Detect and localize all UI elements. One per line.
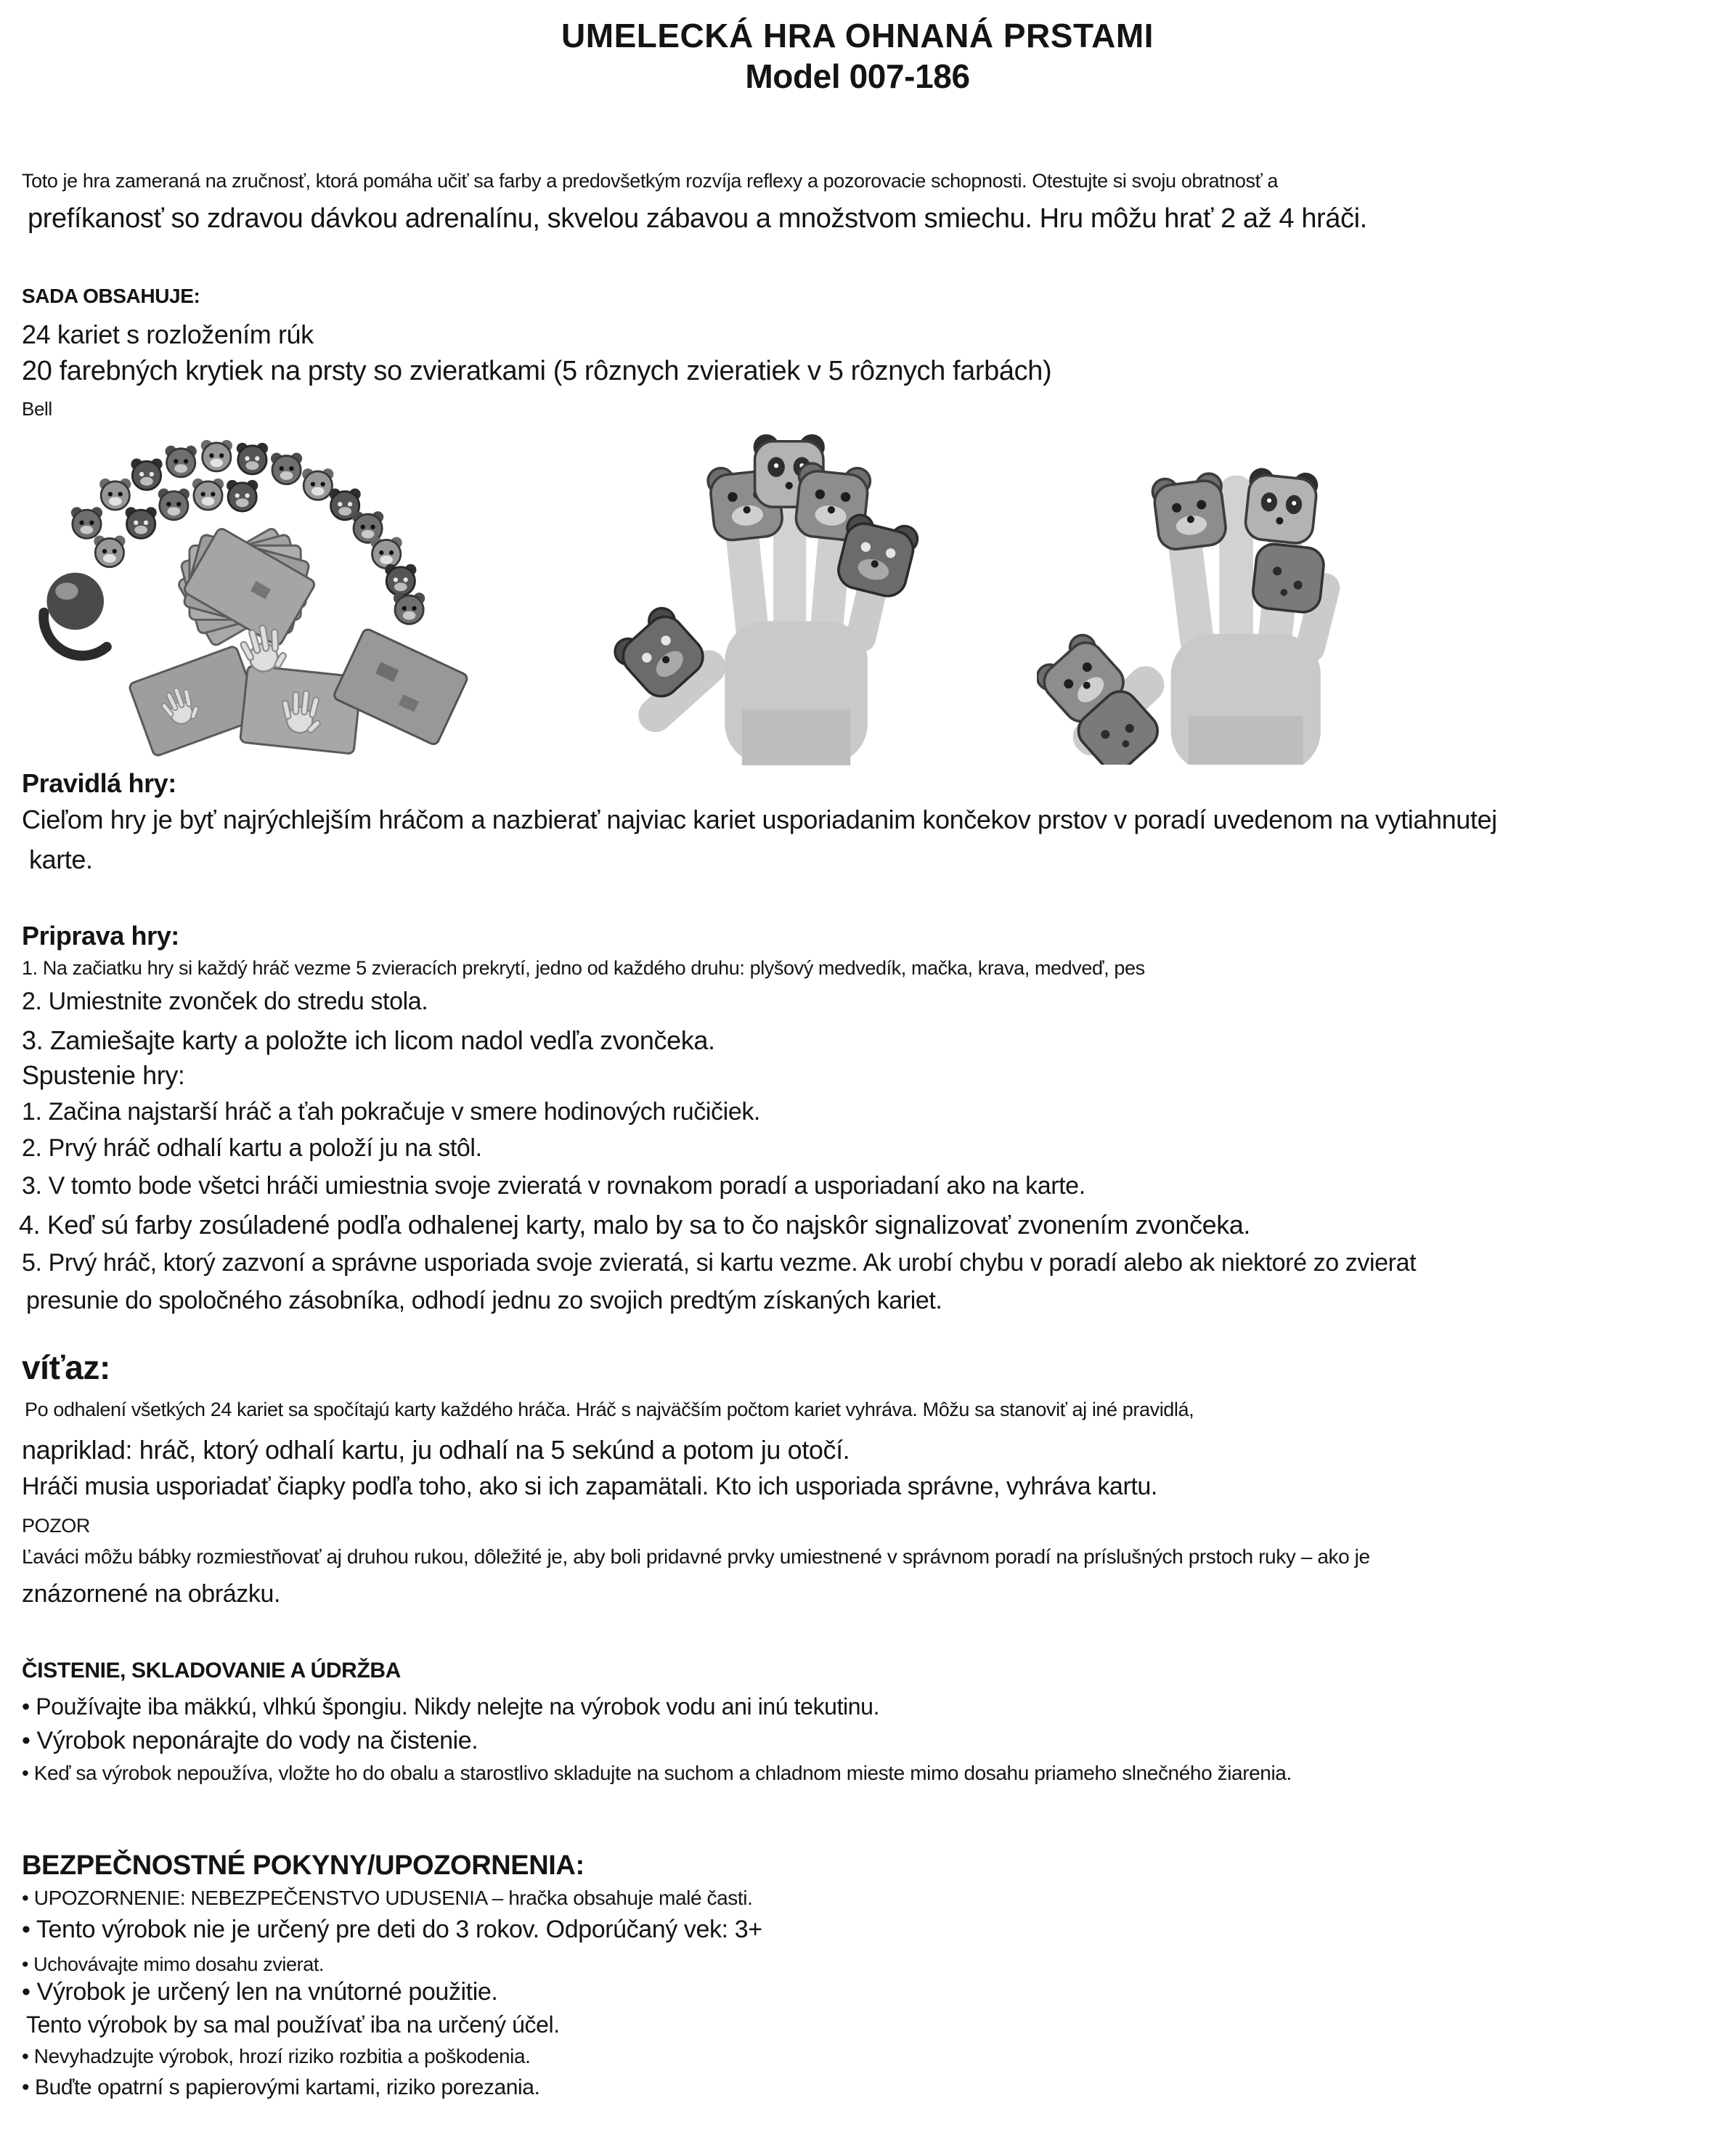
setup-step-2: 2. Umiestnite zvonček do stredu stola.	[22, 988, 428, 1015]
caution-line-2: znázornené na obrázku.	[22, 1580, 281, 1608]
winner-line-1: Po odhalení všetkých 24 kariet sa spočítajú karty každého hráča. Hráč s najväčším počtom kariet vyhráva. Môžu sa stanoviť aj iné pravidlá,	[25, 1399, 1194, 1420]
rules-line-1: Cieľom hry je byť najrýchlejším hráčom a nazbierať najviac kariet usporiadanim končekov prstov v poradí uvedenom na vytiahnutej	[22, 805, 1497, 834]
safety-bullet-5: • Nevyhadzujte výrobok, hrozí riziko rozbitia a poškodenia.	[22, 2045, 531, 2067]
safety-bullet-2: • Tento výrobok nie je určený pre deti do 3 rokov. Odporúčaný vek: 3+	[22, 1916, 762, 1943]
winner-heading: víťaz:	[22, 1348, 110, 1386]
rules-heading: Pravidlá hry:	[22, 768, 176, 798]
hand-five-caps-illustration	[614, 430, 1027, 765]
components-illustration	[26, 433, 513, 761]
bell-label: Bell	[22, 398, 52, 420]
hand-with-stacked-puppets-photo	[1037, 434, 1487, 765]
contents-item-cards: 24 kariet s rozložením rúk	[22, 320, 314, 349]
start-heading: Spustenie hry:	[22, 1060, 185, 1090]
safety-bullet-1: • UPOZORNENIE: NEBEZPEČENSTVO UDUSENIA – hračka obsahuje malé časti.	[22, 1887, 753, 1909]
hand-with-five-puppets-photo	[614, 430, 1027, 765]
model-number: Model 007-186	[745, 57, 970, 95]
intro-line-1: Toto je hra zameraná na zručnosť, ktorá pomáha učiť sa farby a predovšetkým rozvíja reflexy a pozorovacie schopnosti. Otestujte si svoju obratnosť a	[22, 170, 1279, 192]
game-components-photo	[26, 433, 513, 761]
rules-line-2: karte.	[29, 845, 93, 874]
hand-cards-icon	[129, 622, 469, 757]
cleaning-heading: ČISTENIE, SKLADOVANIE A ÚDRŽBA	[22, 1659, 401, 1683]
start-step-3: 3. V tomto bode všetci hráči umiestnia svoje zvieratá v rovnakom poradí a usporiadaní ako na karte.	[22, 1172, 1085, 1200]
cards-fan-icon	[177, 527, 317, 647]
cleaning-bullet-3: • Keď sa výrobok nepoužíva, vložte ho do obalu a starostlivo skladujte na suchom a chladnom mieste mimo dosahu priameho slnečného žiarenia.	[22, 1762, 1292, 1784]
safety-bullet-4: • Výrobok je určený len na vnútorné použitie.	[22, 1978, 498, 2006]
safety-note: Tento výrobok by sa mal používať iba na určený účel.	[26, 2011, 560, 2038]
caution-line-1: Ľaváci môžu bábky rozmiestňovať aj druhou rukou, dôležité je, aby boli pridavné prvky umiestnené v správnom poradí na príslušných prstoch ruky – ako je	[22, 1545, 1370, 1568]
hand-stacked-caps-illustration	[1037, 434, 1487, 765]
contents-heading: SADA OBSAHUJE:	[22, 285, 200, 307]
start-step-1: 1. Začina najstarší hráč a ťah pokračuje v smere hodinových ručičiek.	[22, 1098, 760, 1126]
cleaning-bullet-1: • Používajte iba mäkkú, vlhkú špongiu. Nikdy nelejte na výrobok vodu ani inú tekutinu.	[22, 1693, 880, 1720]
setup-step-3: 3. Zamiešajte karty a položte ich licom nadol vedľa zvončeka.	[22, 1025, 715, 1055]
start-step-5b: presunie do spoločného zásobníka, odhodí jednu zo svojich predtým získaných kariet.	[26, 1287, 942, 1314]
winner-line-3: Hráči musia usporiadať čiapky podľa toho, ako si ich zapamätali. Kto ich usporiada správne, vyhráva kartu.	[22, 1473, 1157, 1500]
cleaning-bullet-2: • Výrobok neponárajte do vody na čistenie.	[22, 1727, 478, 1754]
winner-line-2: napriklad: hráč, ktorý odhalí kartu, ju odhalí na 5 sekúnd a potom ju otočí.	[22, 1435, 850, 1465]
intro-line-2: prefíkanosť so zdravou dávkou adrenalínu, skvelou zábavou a množstvom smiechu. Hru môžu hrať 2 až 4 hráči.	[28, 203, 1367, 234]
start-step-2: 2. Prvý hráč odhalí kartu a položí ju na stôl.	[22, 1134, 482, 1162]
caution-heading: POZOR	[22, 1515, 91, 1537]
safety-heading: BEZPEČNOSTNÉ POKYNY/UPOZORNENIA:	[22, 1850, 584, 1881]
start-step-5a: 5. Prvý hráč, ktorý zazvoní a správne usporiada svoje zvieratá, si kartu vezme. Ak urobí chybu v poradí alebo ak niektoré zo zvierat	[22, 1249, 1417, 1277]
start-step-4: 4. Keď sú farby zosúladené podľa odhalenej karty, malo by sa to čo najskôr signalizovať zvonením zvončeka.	[19, 1210, 1251, 1240]
safety-bullet-6: • Buďte opatrní s papierovými kartami, riziko porezania.	[22, 2075, 540, 2099]
bell-icon	[44, 573, 107, 656]
page-title: UMELECKÁ HRA OHNANÁ PRSTAMI	[561, 17, 1154, 54]
contents-item-caps: 20 farebných krytiek na prsty so zvieratkami (5 rôznych zvieratiek v 5 rôznych farbách)	[22, 356, 1052, 386]
setup-heading: Priprava hry:	[22, 921, 179, 951]
setup-step-1: 1. Na začiatku hry si každý hráč vezme 5 zvieracích prekrytí, jedno od každého druhu: plyšový medvedík, mačka, krava, medveď, pes	[22, 957, 1145, 979]
safety-bullet-3: • Uchovávajte mimo dosahu zvierat.	[22, 1953, 325, 1975]
